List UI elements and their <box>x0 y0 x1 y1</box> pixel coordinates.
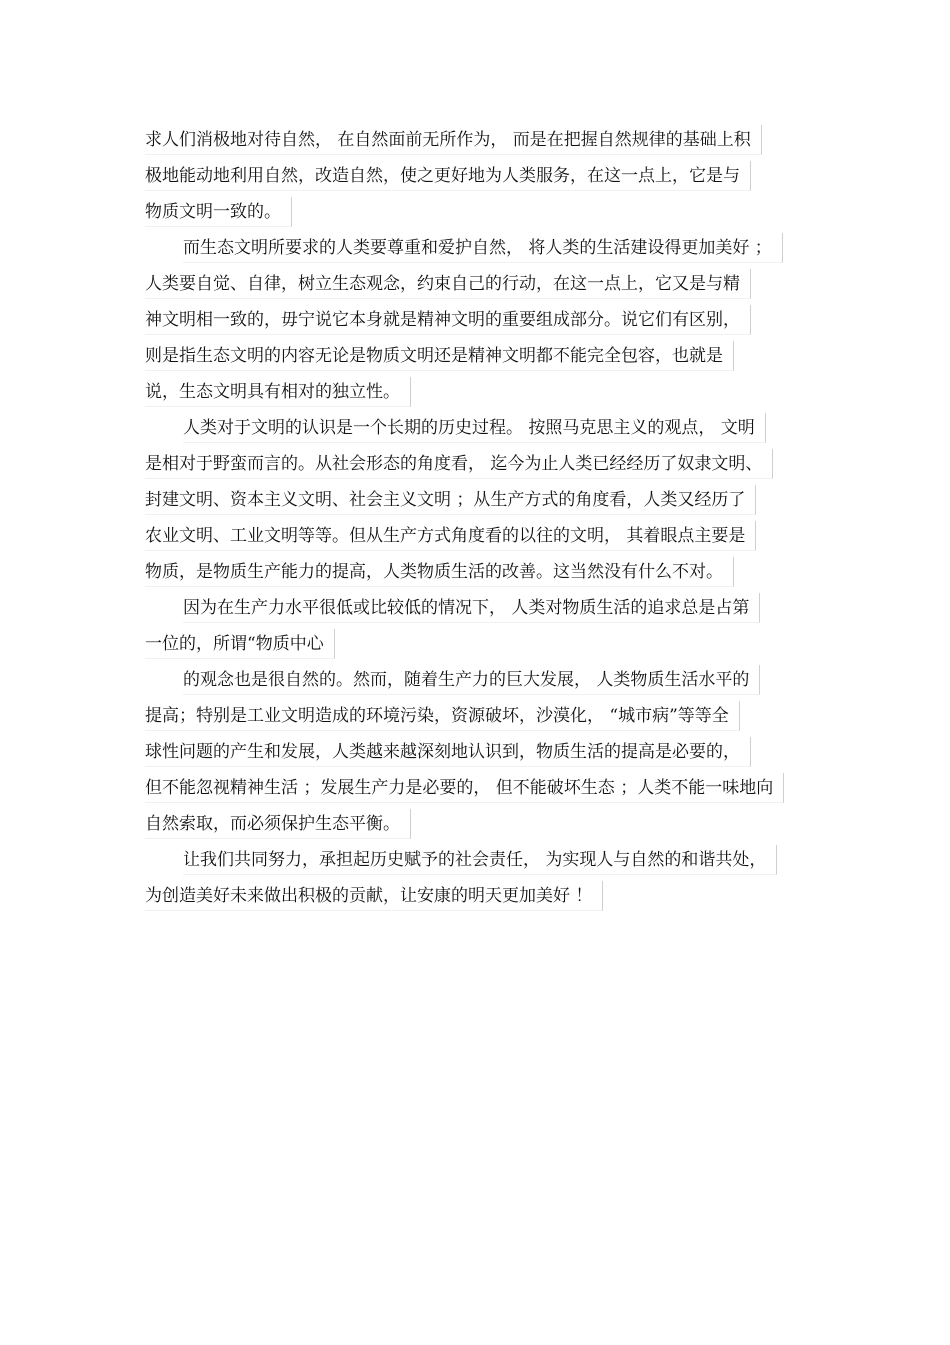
text-line: 极地能动地利用自然，改造自然，使之更好地为人类服务，在这一点上，它是与 <box>145 161 751 191</box>
text-line: 自然索取，而必须保护生态平衡。 <box>145 809 411 839</box>
paragraph-start-line: 的观念也是很自然的。然而，随着生产力的巨大发展， 人类物质生活水平的 <box>183 665 760 695</box>
text-line: 封建文明、资本主义文明、社会主义文明 ；从生产方式的角度看，人类又经历了 <box>145 485 756 515</box>
paragraph-start-line: 让我们共同努力，承担起历史赋予的社会责任， 为实现人与自然的和谐共处， <box>183 845 777 875</box>
text-line: 求人们消极地对待自然， 在自然面前无所作为， 而是在把握自然规律的基础上积 <box>145 125 762 155</box>
text-line: 但不能忽视精神生活 ；发展生产力是必要的， 但不能破坏生态 ；人类不能一味地向 <box>145 773 784 803</box>
text-line: 球性问题的产生和发展，人类越来越深刻地认识到，物质生活的提高是必要的， <box>145 737 751 767</box>
paragraph-start-line: 因为在生产力水平很低或比较低的情况下， 人类对物质生活的追求总是占第 <box>183 593 760 623</box>
text-line: 则是指生态文明的内容无论是物质文明还是精神文明都不能完全包容，也就是 <box>145 341 734 371</box>
text-line: 说，生态文明具有相对的独立性。 <box>145 377 411 407</box>
paragraph-start-line: 而生态文明所要求的人类要尊重和爱护自然， 将人类的生活建设得更加美好 ； <box>183 233 783 263</box>
text-line: 物质，是物质生产能力的提高，人类物质生活的改善。这当然没有什么不对。 <box>145 557 734 587</box>
text-line: 神文明相一致的，毋宁说它本身就是精神文明的重要组成部分。说它们有区别， <box>145 305 751 335</box>
paragraph-start-line: 人类对于文明的认识是一个长期的历史过程。 按照马克思主义的观点， 文明 <box>183 413 766 443</box>
text-line: 一位的，所谓“物质中心 <box>145 629 335 659</box>
text-line: 物质文明一致的。 <box>145 197 292 227</box>
text-line: 农业文明、工业文明等等。但从生产方式角度看的以往的文明， 其着眼点主要是 <box>145 521 756 551</box>
text-line: 人类要自觉、自律，树立生态观念，约束自己的行动，在这一点上，它又是与精 <box>145 269 751 299</box>
text-line: 为创造美好未来做出积极的贡献，让安康的明天更加美好 ！ <box>145 881 603 911</box>
text-line: 是相对于野蛮而言的。从社会形态的角度看， 迄今为止人类已经经历了奴隶文明、 <box>145 449 773 479</box>
text-line: 提高；特别是工业文明造成的环境污染，资源破坏，沙漠化， “城市病”等等全 <box>145 701 740 731</box>
